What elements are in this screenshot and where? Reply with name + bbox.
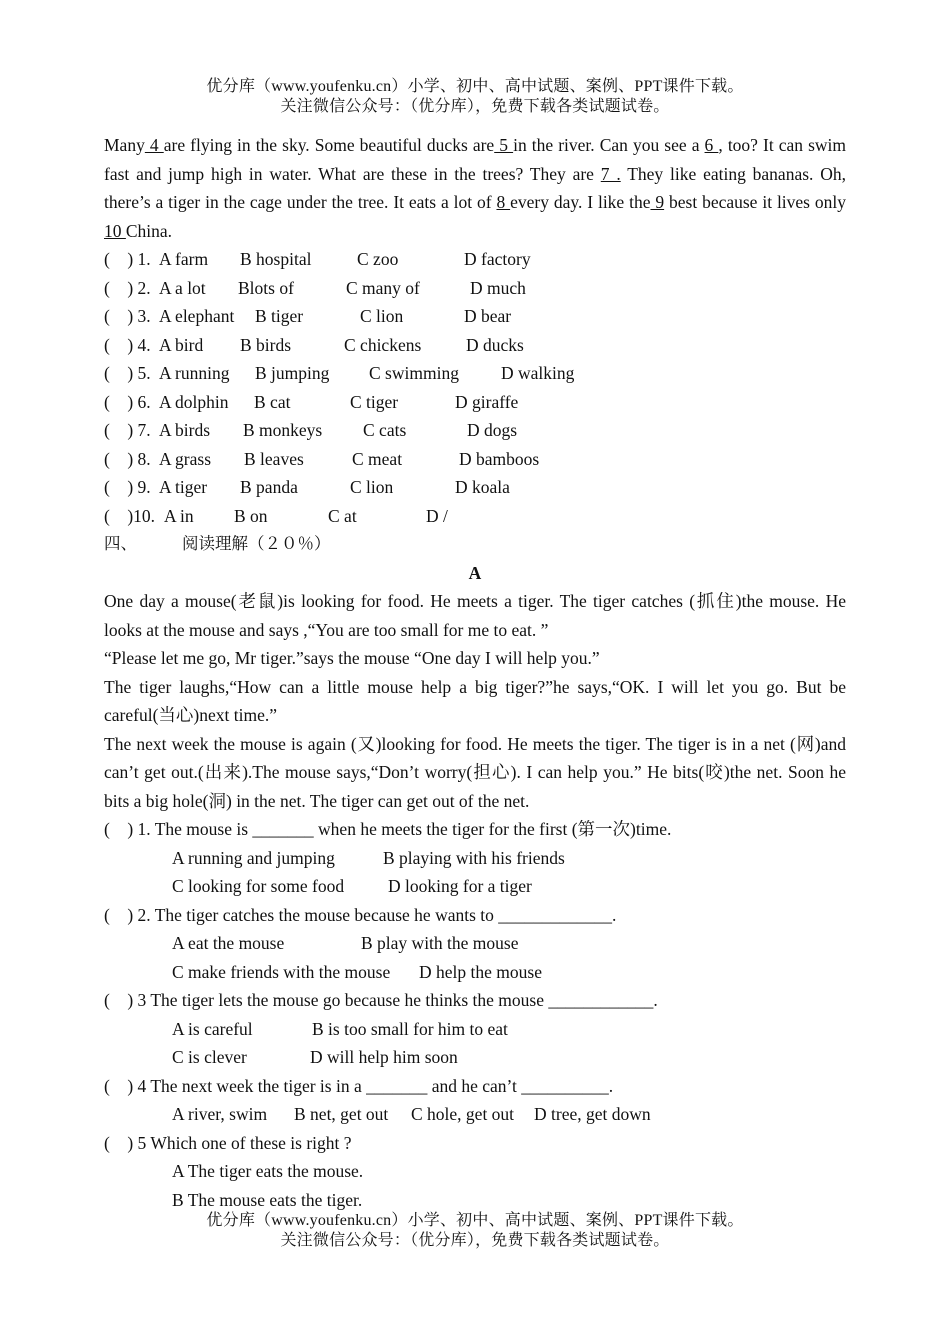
choice-row: ( ) 3. A elephant B tiger C lion D bear <box>104 306 512 327</box>
cloze-choices <box>104 245 846 530</box>
question-stem: ( ) 3 The tiger lets the mouse go because he thinks the mouse ____________. <box>104 990 658 1011</box>
passage-paragraph: The tiger laughs,“How can a little mouse help a big tiger?”he says,“OK. I will let you go. But be careful(当心)next time.” <box>104 676 846 726</box>
question-stem: ( ) 4 The next week the tiger is in a _______ and he can’t __________. <box>104 1075 614 1096</box>
question-stem: ( ) 5 Which one of these is right ? <box>104 1132 352 1153</box>
choice-row: ( ) 5. A running B jumping C swimming D walking <box>104 363 575 384</box>
choice-row: ( ) 7. A birds B monkeys C cats D dogs <box>104 420 518 441</box>
passage-title: A <box>468 562 482 583</box>
choice-row: ( ) 8. A grass B leaves C meat D bamboos <box>104 448 540 469</box>
page-footer-line2: 关注微信公众号：（优分库），免费下载各类试题试卷。 <box>280 1232 670 1249</box>
choice-row: ( ) 1. A farm B hospital C zoo D factory <box>104 249 531 270</box>
cloze-passage <box>104 131 846 245</box>
choice-row: ( ) 6. A dolphin B cat C tiger D giraffe <box>104 391 519 412</box>
choice-row: ( ) 9. A tiger B panda C lion D koala <box>104 477 510 498</box>
passage-paragraph: One day a mouse(老鼠)is looking for food. He meets a tiger. The tiger catches (抓住)the mouse. He looks at the mouse and says ,“You are too small for me to eat. ” <box>104 591 846 640</box>
blank-10: 10 <box>104 220 126 241</box>
choice-row: ( ) 2. A a lot Blots of C many of D much <box>104 277 526 298</box>
question-stem: ( ) 2. The tiger catches the mouse because he wants to _____________. <box>104 904 617 925</box>
section-number: 四、 <box>104 534 137 554</box>
blank-5: 5 <box>494 135 514 155</box>
section-heading <box>104 530 846 559</box>
passage-paragraph: The next week the mouse is again (又)looking for food. He meets the tiger. The tiger is in a net (网)and can’t get out.(出来).The mouse says,“Don’t worry(担心). I can help you.” He bits(咬)the net. Soon he bits a big hole(洞) in the net. The tiger can get out of the net. <box>104 733 846 811</box>
blank-4: 4 <box>144 135 164 155</box>
option-row: C is clever D will help him soon <box>172 1047 458 1068</box>
option-row: A is careful B is too small for him to eat <box>172 1018 508 1039</box>
blank-7: 7 . <box>600 163 621 184</box>
choice-row: ( )10. A in B on C at D / <box>104 505 448 526</box>
option-row: A The tiger eats the mouse. <box>172 1161 364 1182</box>
reading-questions <box>104 815 846 1214</box>
option-row: A eat the mouse B play with the mouse <box>172 933 519 954</box>
passage-paragraph: “Please let me go, Mr tiger.”says the mouse “One day I will help you.” <box>104 648 600 669</box>
option-row: C make friends with the mouse D help the mouse <box>172 961 542 982</box>
option-row: C looking for some food D looking for a tiger <box>172 876 532 897</box>
option-row: A river, swim B net, get out C hole, get out D tree, get down <box>172 1104 651 1125</box>
blank-8: 8 <box>496 192 511 213</box>
section-title: 阅读理解（２０％） <box>182 534 331 554</box>
page-header-line2: 关注微信公众号：（优分库），免费下载各类试题试卷。 <box>280 98 670 115</box>
option-row: B The mouse eats the tiger. <box>172 1189 363 1210</box>
question-stem: ( ) 1. The mouse is _______ when he meets the tiger for the first (第一次)time. <box>104 819 672 840</box>
page-header-line1: 优分库（www.youfenku.cn）小学、初中、高中试题、案例、PPT课件下载。 <box>206 78 744 95</box>
cloze-text: Many 4 are flying in the sky. Some beautiful ducks are 5 in the river. Can you see a 6 , too? It can swim fast and jump high in water. What are these in the trees? They are 7 . They like eating bananas. Oh, there’s a tiger in the cage under the tree. It eats a lot of 8 every day. I like the 9 best because it lives only 10 China. <box>104 135 847 241</box>
exam-content <box>104 131 846 1214</box>
blank-9: 9 <box>650 192 665 213</box>
choice-row: ( ) 4. A bird B birds C chickens D ducks <box>104 334 524 355</box>
page-footer-line1: 优分库（www.youfenku.cn）小学、初中、高中试题、案例、PPT课件下载。 <box>206 1212 744 1229</box>
option-row: A running and jumping B playing with his friends <box>172 847 565 868</box>
blank-6: 6 <box>704 135 719 155</box>
